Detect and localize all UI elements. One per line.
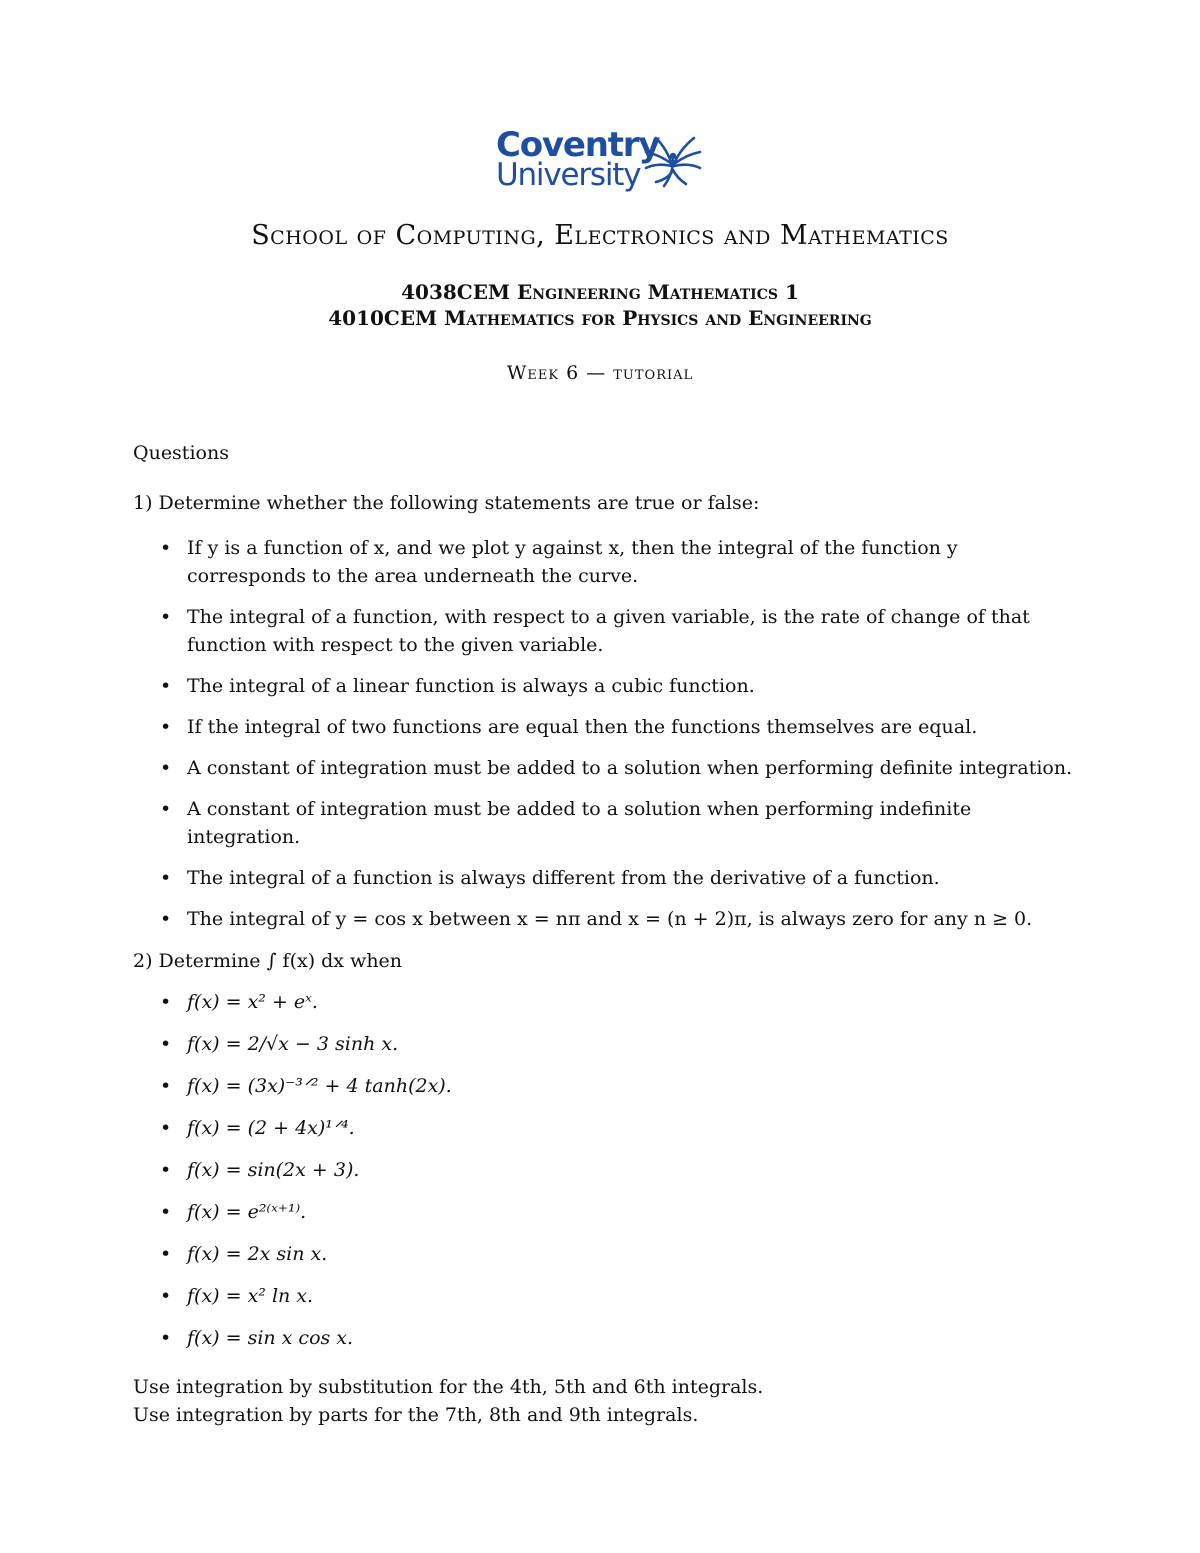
- list-item: • A constant of integration must be added to a solution when performing definite integration.: [160, 754, 1080, 782]
- course-title-1: 4038CEM Engineering Mathematics 1: [401, 280, 799, 304]
- list-item: • If the integral of two functions are equal then the functions themselves are equal.: [160, 713, 1080, 741]
- list-item: • The integral of a linear function is always a cubic function.: [160, 672, 1080, 700]
- question-2-list: [160, 988, 1080, 1366]
- question-1-list: [160, 534, 1080, 946]
- logo-line1: Coventry: [496, 125, 660, 165]
- note-substitution: Use integration by substitution for the 4th, 5th and 6th integrals.: [133, 1376, 764, 1398]
- list-item: • The integral of a function, with respect to a given variable, is the rate of change of that function with respect to the given variable.: [160, 603, 1080, 659]
- question-1-prompt: 1) Determine whether the following statements are true or false:: [133, 492, 760, 514]
- list-item: • If y is a function of x, and we plot y against x, then the integral of the function y corresponds to the area underneath the curve.: [160, 534, 1080, 590]
- coventry-university-logo: [496, 125, 708, 194]
- school-title: School of Computing, Electronics and Mathematics: [251, 220, 949, 251]
- question-2-prompt: 2) Determine ∫ f(x) dx when: [133, 950, 403, 972]
- list-item: • f(x) = x² + eˣ.: [160, 988, 1080, 1016]
- list-item: • f(x) = 2x sin x.: [160, 1240, 1080, 1268]
- course-title-2: 4010CEM Mathematics for Physics and Engineering: [328, 306, 872, 330]
- list-item: • f(x) = 2/√x − 3 sinh x.: [160, 1030, 1080, 1058]
- phoenix-icon: [642, 130, 704, 190]
- week-label: Week 6 — tutorial: [506, 362, 694, 384]
- list-item: • A constant of integration must be added to a solution when performing indefinite integration.: [160, 795, 1080, 851]
- list-item: • f(x) = sin(2x + 3).: [160, 1156, 1080, 1184]
- list-item: • f(x) = sin x cos x.: [160, 1324, 1080, 1352]
- logo-line2: University: [496, 157, 641, 193]
- list-item: • f(x) = (2 + 4x)¹ᐟ⁴.: [160, 1114, 1080, 1142]
- list-item: • The integral of y = cos x between x = nπ and x = (n + 2)π, is always zero for any n ≥ 0.: [160, 905, 1080, 933]
- list-item: • f(x) = (3x)⁻³ᐟ² + 4 tanh(2x).: [160, 1072, 1080, 1100]
- section-label: Questions: [133, 442, 229, 464]
- list-item: • f(x) = x² ln x.: [160, 1282, 1080, 1310]
- note-by-parts: Use integration by parts for the 7th, 8th and 9th integrals.: [133, 1404, 699, 1426]
- list-item: • f(x) = e²⁽ˣ⁺¹⁾.: [160, 1198, 1080, 1226]
- list-item: • The integral of a function is always different from the derivative of a function.: [160, 864, 1080, 892]
